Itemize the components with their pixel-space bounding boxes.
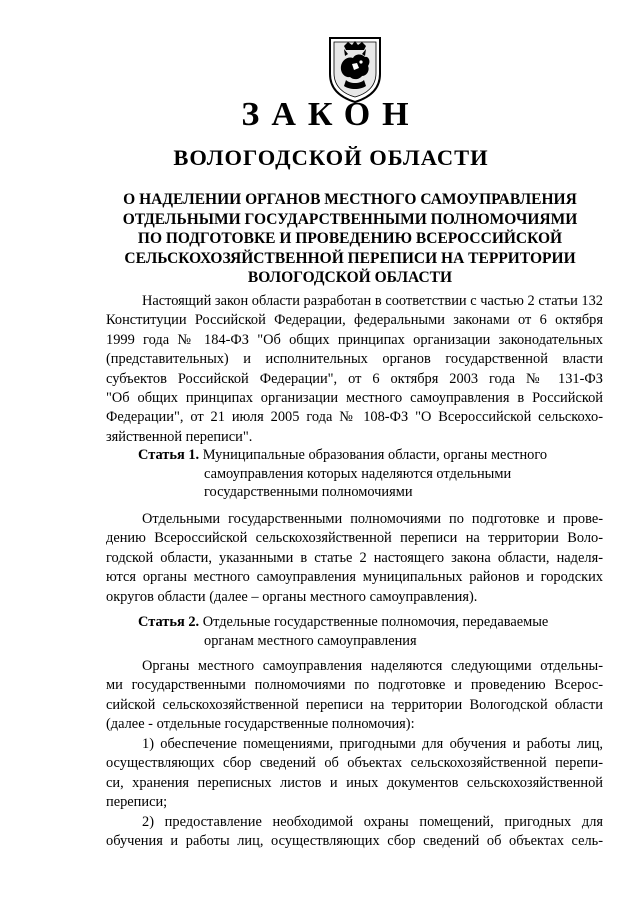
text-line: Настоящий закон области разработан в соответствии с частью 2 статьи 132	[142, 293, 603, 309]
article-title-text: Муниципальные образования области, органы местного	[202, 447, 548, 463]
article-title-text: государственными полномочиями	[204, 484, 413, 500]
article-title-text: самоуправления которых наделяются отдельными	[204, 465, 512, 482]
text-line: переписи;	[106, 794, 168, 811]
heading-line: ВОЛОГОДСКОЙ ОБЛАСТИ	[247, 269, 453, 286]
text-line: осуществляющих сбор сведений об объектах сельскохозяйственной перепи-	[106, 755, 603, 772]
text-line: субъектов Российской Федерации", от 6 октября 2003 года № 131-ФЗ	[106, 370, 603, 387]
text-line: дению Всероссийской сельскохозяйственной переписи на территории Воло-	[106, 530, 603, 547]
text-line: округов области (далее – органы местного самоуправления).	[106, 588, 478, 605]
article-1-body	[106, 510, 603, 607]
text-line: (далее - отдельные государственные полномочия):	[106, 716, 415, 733]
heading-line: СЕЛЬСКОХОЗЯЙСТВЕННОЙ ПЕРЕПИСИ НА ТЕРРИТОРИИ	[124, 249, 576, 267]
text-line: (представительных) и исполнительных органов государственной власти	[106, 351, 603, 368]
text-line: 2) предоставление необходимой охраны помещений, пригодных для	[142, 814, 603, 830]
article-label: Статья 1.	[138, 447, 200, 463]
text-line: ются органы местного самоуправления муниципальных районов и городских	[106, 569, 603, 586]
heading-line: О НАДЕЛЕНИИ ОРГАНОВ МЕСТНОГО САМОУПРАВЛЕНИЯ	[123, 191, 577, 208]
text-line: годской области, указанными в статье 2 настоящего закона области, наделя-	[106, 549, 603, 566]
text-line: сийской сельскохозяйственной переписи на территории Вологодской области	[106, 696, 603, 713]
article-label: Статья 2.	[138, 614, 200, 630]
article-title-text: органам местного самоуправления	[204, 632, 417, 649]
article-2-body	[106, 657, 603, 735]
document-region: ВОЛОГОДСКОЙ ОБЛАСТИ	[173, 145, 489, 170]
text-line: Конституции Российской Федерации, федеральными законами от 6 октября	[106, 312, 603, 329]
document-heading	[100, 190, 600, 288]
preamble-paragraph	[106, 292, 603, 447]
text-line: Органы местного самоуправления наделяются следующими отдельны-	[142, 658, 603, 674]
text-line: зяйственной переписи".	[106, 428, 253, 445]
document-title: ЗАКОН	[241, 96, 421, 133]
article-title-text: Отдельные государственные полномочия, передаваемые	[202, 614, 549, 630]
heading-line: ОТДЕЛЬНЫМИ ГОСУДАРСТВЕННЫМИ ПОЛНОМОЧИЯМИ	[122, 210, 578, 228]
text-line: Отдельными государственными полномочиями по подготовке и прове-	[142, 511, 603, 527]
heading-line: ПО ПОДГОТОВКЕ И ПРОВЕДЕНИЮ ВСЕРОССИЙСКОЙ	[137, 230, 563, 247]
text-line: обучения и работы лиц, осуществляющих сбор сведений об объектах сель-	[106, 833, 603, 850]
text-line: 1999 года № 184-ФЗ "Об общих принципах организации законодательных	[106, 331, 603, 348]
text-line: Федерации", от 21 июля 2005 года № 108-ФЗ "О Всероссийской сельскохо-	[106, 409, 603, 426]
list-item-2	[106, 813, 603, 852]
coat-of-arms-emblem	[328, 36, 382, 104]
text-line: "Об общих принципах организации местного самоуправления в Российской	[106, 389, 603, 406]
text-line: ми государственными полномочиями по подготовке и проведению Всерос-	[106, 677, 603, 694]
text-line: си, хранения переписных листов и иных документов сельскохозяйственной	[106, 774, 603, 791]
list-item-1	[106, 735, 603, 813]
article-2-title	[138, 613, 608, 650]
article-1-title	[138, 446, 608, 502]
text-line: 1) обеспечение помещениями, пригодными для обучения и работы лиц,	[142, 736, 603, 752]
